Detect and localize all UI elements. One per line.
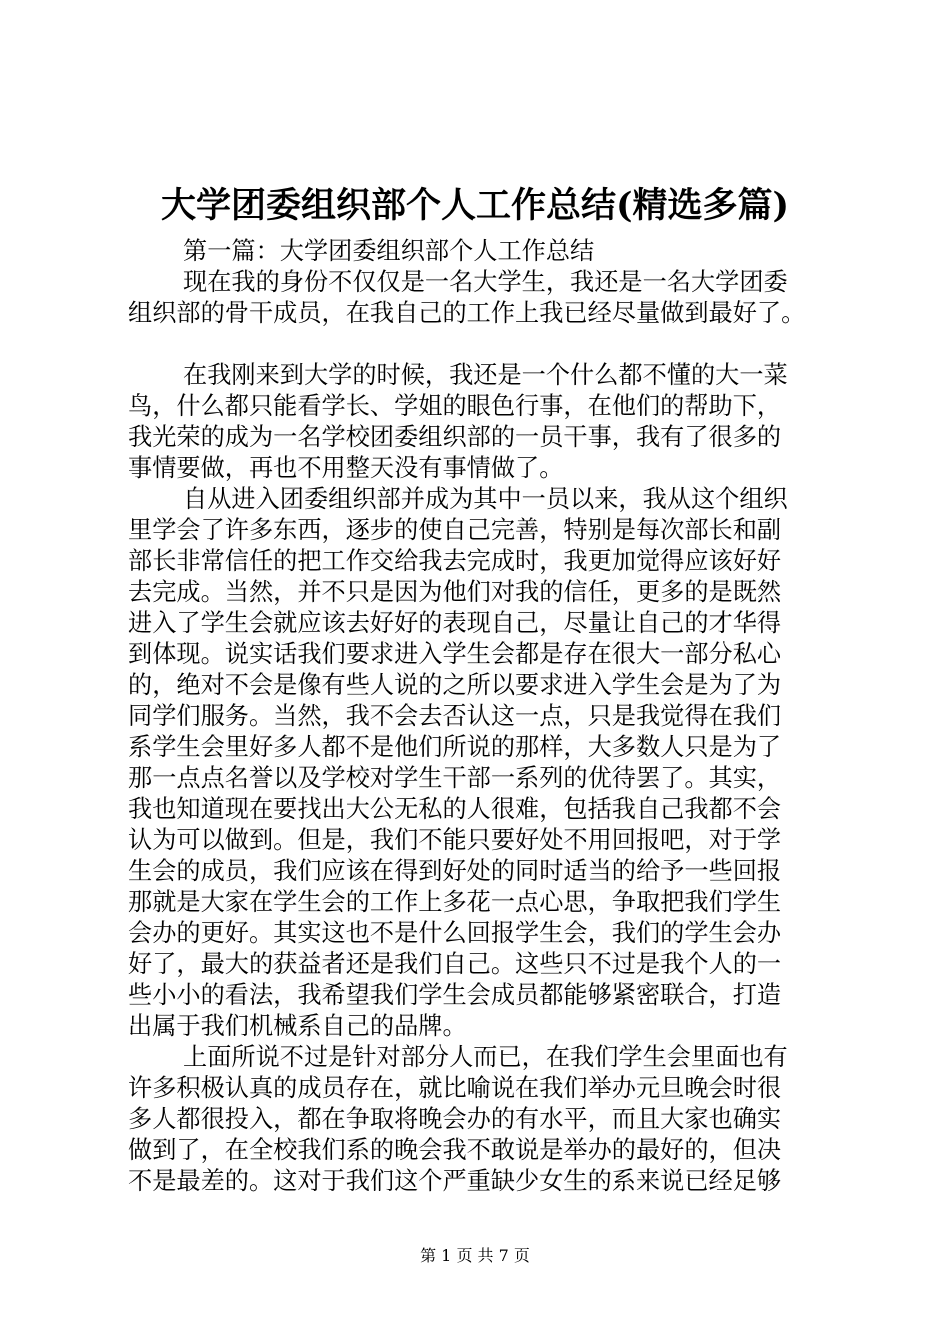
paragraph-line: 会办的更好。其实这也不是什么回报学生会，我们的学生会办 xyxy=(128,919,782,947)
blank-line xyxy=(128,329,848,360)
paragraph-line: 那就是大家在学生会的工作上多花一点心思，争取把我们学生 xyxy=(128,888,782,916)
paragraph-line: 组织部的骨干成员，在我自己的工作上我已经尽量做到最好了。 xyxy=(128,299,806,327)
document-title: 大学团委组织部个人工作总结(精选多篇) xyxy=(160,185,790,226)
paragraph-line: 出属于我们机械系自己的品牌。 xyxy=(128,1012,467,1040)
section-heading: 第一篇：大学团委组织部个人工作总结 xyxy=(183,237,595,265)
paragraph-line: 做到了，在全校我们系的晚会我不敢说是举办的最好的，但决 xyxy=(128,1136,782,1164)
paragraph-line: 在我刚来到大学的时候，我还是一个什么都不懂的大一菜 xyxy=(183,361,788,389)
paragraph-line: 到体现。说实话我们要求进入学生会都是存在很大一部分私心 xyxy=(128,640,782,668)
paragraph-line: 生会的成员，我们应该在得到好处的同时适当的给予一些回报 xyxy=(128,857,782,885)
paragraph-line: 许多积极认真的成员存在，就比喻说在我们举办元旦晚会时很 xyxy=(128,1074,782,1102)
paragraph-line: 部长非常信任的把工作交给我去完成时，我更加觉得应该好好 xyxy=(128,547,782,575)
paragraph-line: 我光荣的成为一名学校团委组织部的一员干事，我有了很多的 xyxy=(128,423,782,451)
paragraph-line: 的，绝对不会是像有些人说的之所以要求进入学生会是为了为 xyxy=(128,671,782,699)
paragraph-line: 我也知道现在要找出大公无私的人很难，包括我自己我都不会 xyxy=(128,795,782,823)
paragraph-line: 现在我的身份不仅仅是一名大学生，我还是一名大学团委 xyxy=(183,268,788,296)
paragraph-line: 认为可以做到。但是，我们不能只要好处不用回报吧，对于学 xyxy=(128,826,782,854)
paragraph-line: 鸟，什么都只能看学长、学姐的眼色行事，在他们的帮助下， xyxy=(128,392,782,420)
paragraph-line: 好了，最大的获益者还是我们自己。这些只不过是我个人的一 xyxy=(128,950,782,978)
paragraph-line: 去完成。当然，并不只是因为他们对我的信任，更多的是既然 xyxy=(128,578,782,606)
paragraph-line: 同学们服务。当然，我不会去否认这一点，只是我觉得在我们 xyxy=(128,702,782,730)
paragraph-line: 上面所说不过是针对部分人而已，在我们学生会里面也有 xyxy=(183,1043,788,1071)
paragraph-line: 不是最差的。这对于我们这个严重缺少女生的系来说已经足够 xyxy=(128,1167,782,1195)
paragraph-line: 那一点点名誉以及学校对学生干部一系列的优待罢了。其实， xyxy=(128,764,782,792)
paragraph-line: 进入了学生会就应该去好好的表现自己，尽量让自己的才华得 xyxy=(128,609,782,637)
paragraph-line: 些小小的看法，我希望我们学生会成员都能够紧密联合，打造 xyxy=(128,981,782,1009)
paragraph-line: 系学生会里好多人都不是他们所说的那样，大多数人只是为了 xyxy=(128,733,782,761)
paragraph-line: 里学会了许多东西，逐步的使自己完善，特别是每次部长和副 xyxy=(128,516,782,544)
paragraph-line: 自从进入团委组织部并成为其中一员以来，我从这个组织 xyxy=(183,485,788,513)
paragraph-line: 事情要做，再也不用整天没有事情做了。 xyxy=(128,454,564,482)
paragraph-line: 多人都很投入，都在争取将晚会办的有水平，而且大家也确实 xyxy=(128,1105,782,1133)
page-number-footer: 第 1 页 共 7 页 xyxy=(420,1246,530,1265)
document-body xyxy=(128,236,848,1197)
